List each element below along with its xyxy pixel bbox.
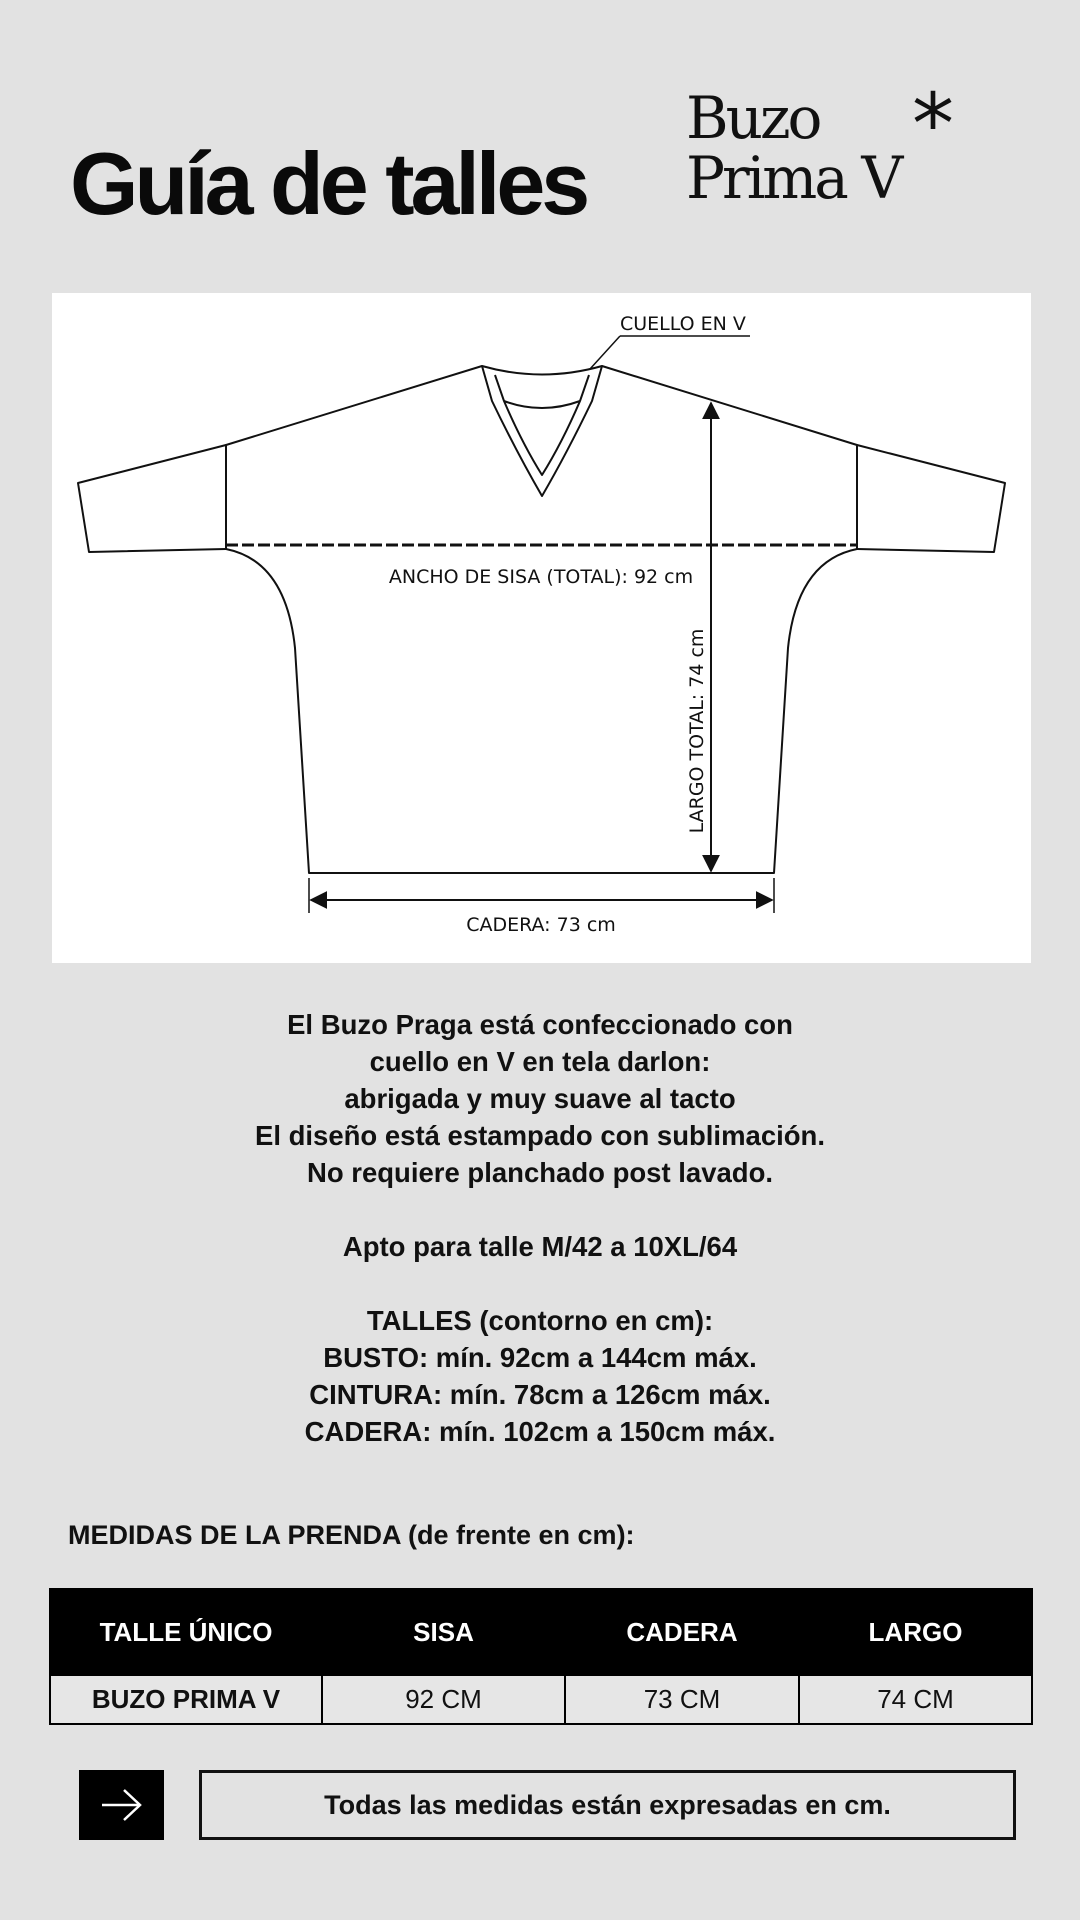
product-name — [686, 84, 901, 212]
size-range-line: Apto para talle M/42 a 10XL/64 — [342, 1231, 738, 1262]
asterisk-icon: * — [912, 75, 954, 173]
armhole-width-label: ANCHO DE SISA (TOTAL): 92 cm — [388, 566, 694, 588]
description-line: No requiere planchado post lavado. — [306, 1157, 774, 1188]
cell-armhole: 92 CM — [322, 1675, 565, 1724]
product-name-line-2: Prima V — [686, 144, 901, 212]
garment-diagram — [52, 293, 1031, 963]
hip-label: CADERA: 73 cm — [466, 914, 616, 936]
left-sleeve — [78, 445, 226, 552]
description-line: cuello en V en tela darlon: — [369, 1046, 711, 1077]
column-header-armhole: SISA — [322, 1589, 565, 1675]
row-label: BUZO PRIMA V — [50, 1675, 322, 1724]
product-name-line-1: Buzo — [686, 84, 820, 152]
page-title: Guía de talles — [70, 134, 587, 233]
measurement-note — [199, 1770, 1016, 1840]
sizes-heading: TALLES (contorno en cm): — [366, 1305, 714, 1336]
arrow-button[interactable] — [79, 1770, 164, 1840]
description-line: El diseño está estampado con sublimación. — [254, 1120, 825, 1151]
table-header-row — [50, 1589, 1032, 1675]
description-spacer — [0, 1265, 1080, 1302]
description-line: abrigada y muy suave al tacto — [344, 1083, 736, 1114]
cell-length: 74 CM — [799, 1675, 1032, 1724]
hip-range: CADERA: mín. 102cm a 150cm máx. — [304, 1416, 776, 1447]
neck-label: CUELLO EN V — [620, 313, 746, 335]
measures-heading: MEDIDAS DE LA PRENDA (de frente en cm): — [68, 1520, 635, 1550]
garment-body — [226, 366, 857, 873]
cell-hip: 73 CM — [565, 1675, 799, 1724]
measurement-note-text: Todas las medidas están expresadas en cm. — [324, 1789, 891, 1820]
right-sleeve — [857, 445, 1005, 552]
size-table — [49, 1588, 1033, 1725]
bust-range: BUSTO: mín. 92cm a 144cm máx. — [323, 1342, 757, 1373]
column-header-hip: CADERA — [565, 1589, 799, 1675]
table-row — [50, 1675, 1032, 1724]
v-neck-inner — [495, 375, 589, 475]
description-line: El Buzo Praga está confeccionado con — [287, 1009, 793, 1040]
garment-diagram-svg — [52, 293, 1031, 963]
description-spacer — [0, 1191, 1080, 1228]
product-description — [0, 1006, 1080, 1450]
column-header-size: TALLE ÚNICO — [50, 1589, 322, 1675]
column-header-length: LARGO — [799, 1589, 1032, 1675]
total-length-label: LARGO TOTAL: 74 cm — [686, 628, 708, 834]
waist-range: CINTURA: mín. 78cm a 126cm máx. — [309, 1379, 771, 1410]
arrow-right-icon — [100, 1787, 144, 1823]
v-neck-outer — [482, 366, 602, 496]
